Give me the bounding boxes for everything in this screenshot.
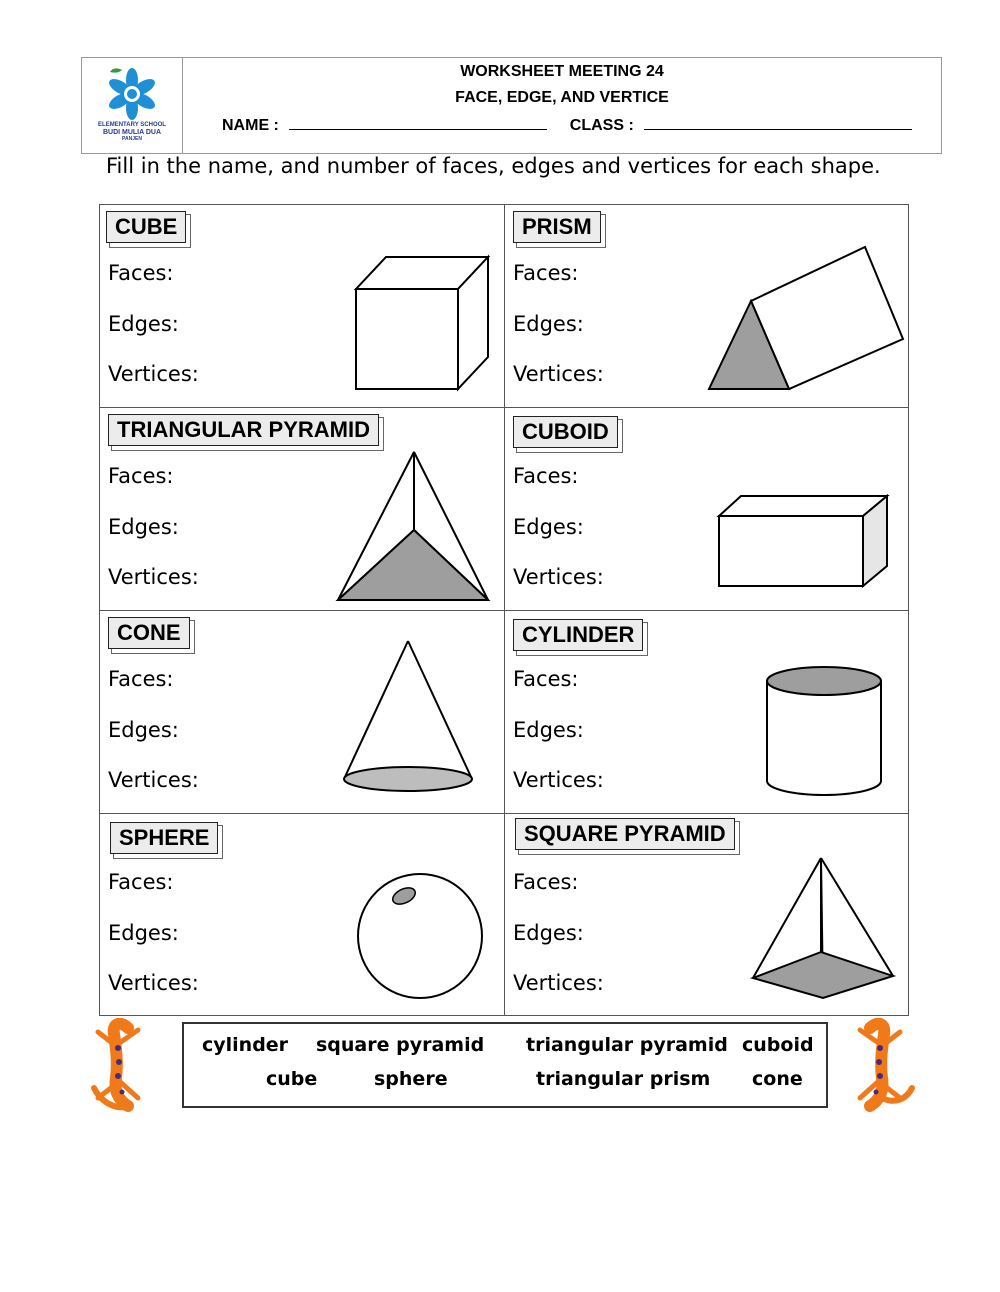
- shape-cell-cube: [100, 205, 504, 408]
- cone-icon: [338, 637, 478, 797]
- word-bank-item: cylinder: [202, 1034, 289, 1056]
- word-bank-item: sphere: [374, 1068, 448, 1090]
- edges-label[interactable]: Edges:: [513, 312, 584, 336]
- shape-label: CUBE: [106, 211, 186, 243]
- edges-label[interactable]: Edges:: [513, 921, 584, 945]
- vertices-label[interactable]: Vertices:: [513, 565, 604, 589]
- word-bank-item: square pyramid: [316, 1034, 485, 1056]
- shape-label: CONE: [108, 617, 190, 649]
- faces-label[interactable]: Faces:: [108, 870, 174, 894]
- shape-cell-square-pyramid: [505, 814, 909, 1017]
- shape-label: TRIANGULAR PYRAMID: [108, 414, 379, 446]
- class-label: CLASS :: [569, 117, 634, 134]
- name-class-row: [222, 115, 912, 135]
- word-bank-item: cuboid: [742, 1034, 814, 1056]
- worksheet-header: [81, 57, 942, 154]
- faces-label[interactable]: Faces:: [108, 667, 174, 691]
- logo-line-2: BUDI MULIA DUA: [102, 129, 162, 136]
- word-bank-item: triangular prism: [536, 1068, 711, 1090]
- word-bank: [182, 1022, 828, 1108]
- shape-label: CUBOID: [513, 416, 618, 448]
- shape-cell-triangular-pyramid: [100, 408, 504, 611]
- name-blank[interactable]: [289, 115, 547, 130]
- vertices-label[interactable]: Vertices:: [513, 971, 604, 995]
- shape-label: PRISM: [513, 211, 601, 243]
- vertices-label[interactable]: Vertices:: [108, 565, 199, 589]
- lizard-icon: [88, 1018, 160, 1118]
- edges-label[interactable]: Edges:: [108, 921, 179, 945]
- flower-logo-icon: [100, 66, 164, 122]
- triangular-pyramid-icon: [334, 448, 494, 604]
- vertices-label[interactable]: Vertices:: [108, 362, 199, 386]
- instruction-text: Fill in the name, and number of faces, edges and vertices for each shape.: [106, 154, 881, 178]
- cuboid-icon: [715, 490, 891, 590]
- faces-label[interactable]: Faces:: [513, 261, 579, 285]
- word-bank-item: cube: [266, 1068, 318, 1090]
- name-label: NAME :: [222, 117, 279, 134]
- shape-label: CYLINDER: [513, 619, 643, 651]
- logo-line-1: ELEMENTARY SCHOOL: [98, 122, 166, 128]
- word-bank-item: cone: [752, 1068, 803, 1090]
- sphere-icon: [354, 870, 486, 1002]
- edges-label[interactable]: Edges:: [108, 312, 179, 336]
- shape-cell-sphere: [100, 814, 504, 1017]
- shape-grid: [99, 204, 909, 1016]
- cylinder-icon: [763, 663, 885, 799]
- shape-label: SPHERE: [110, 822, 218, 854]
- lizard-icon: [838, 1018, 916, 1118]
- vertices-label[interactable]: Vertices:: [513, 768, 604, 792]
- class-blank[interactable]: [644, 115, 912, 130]
- faces-label[interactable]: Faces:: [513, 667, 579, 691]
- faces-label[interactable]: Faces:: [108, 261, 174, 285]
- faces-label[interactable]: Faces:: [513, 464, 579, 488]
- worksheet-title: WORKSHEET MEETING 24: [460, 63, 664, 80]
- cube-icon: [350, 253, 495, 393]
- worksheet-subtitle: FACE, EDGE, AND VERTICE: [455, 89, 669, 106]
- logo-line-3: PANJEN: [122, 136, 142, 142]
- edges-label[interactable]: Edges:: [513, 718, 584, 742]
- school-logo: [82, 58, 183, 153]
- square-pyramid-icon: [749, 854, 899, 1004]
- shape-label: SQUARE PYRAMID: [515, 818, 735, 850]
- faces-label[interactable]: Faces:: [108, 464, 174, 488]
- vertices-label[interactable]: Vertices:: [513, 362, 604, 386]
- edges-label[interactable]: Edges:: [108, 515, 179, 539]
- faces-label[interactable]: Faces:: [513, 870, 579, 894]
- edges-label[interactable]: Edges:: [513, 515, 584, 539]
- vertices-label[interactable]: Vertices:: [108, 971, 199, 995]
- shape-cell-prism: [505, 205, 909, 408]
- shape-cell-cone: [100, 611, 504, 814]
- shape-cell-cylinder: [505, 611, 909, 814]
- edges-label[interactable]: Edges:: [108, 718, 179, 742]
- triangular-prism-icon: [705, 243, 910, 395]
- word-bank-item: triangular pyramid: [526, 1034, 728, 1056]
- shape-cell-cuboid: [505, 408, 909, 611]
- vertices-label[interactable]: Vertices:: [108, 768, 199, 792]
